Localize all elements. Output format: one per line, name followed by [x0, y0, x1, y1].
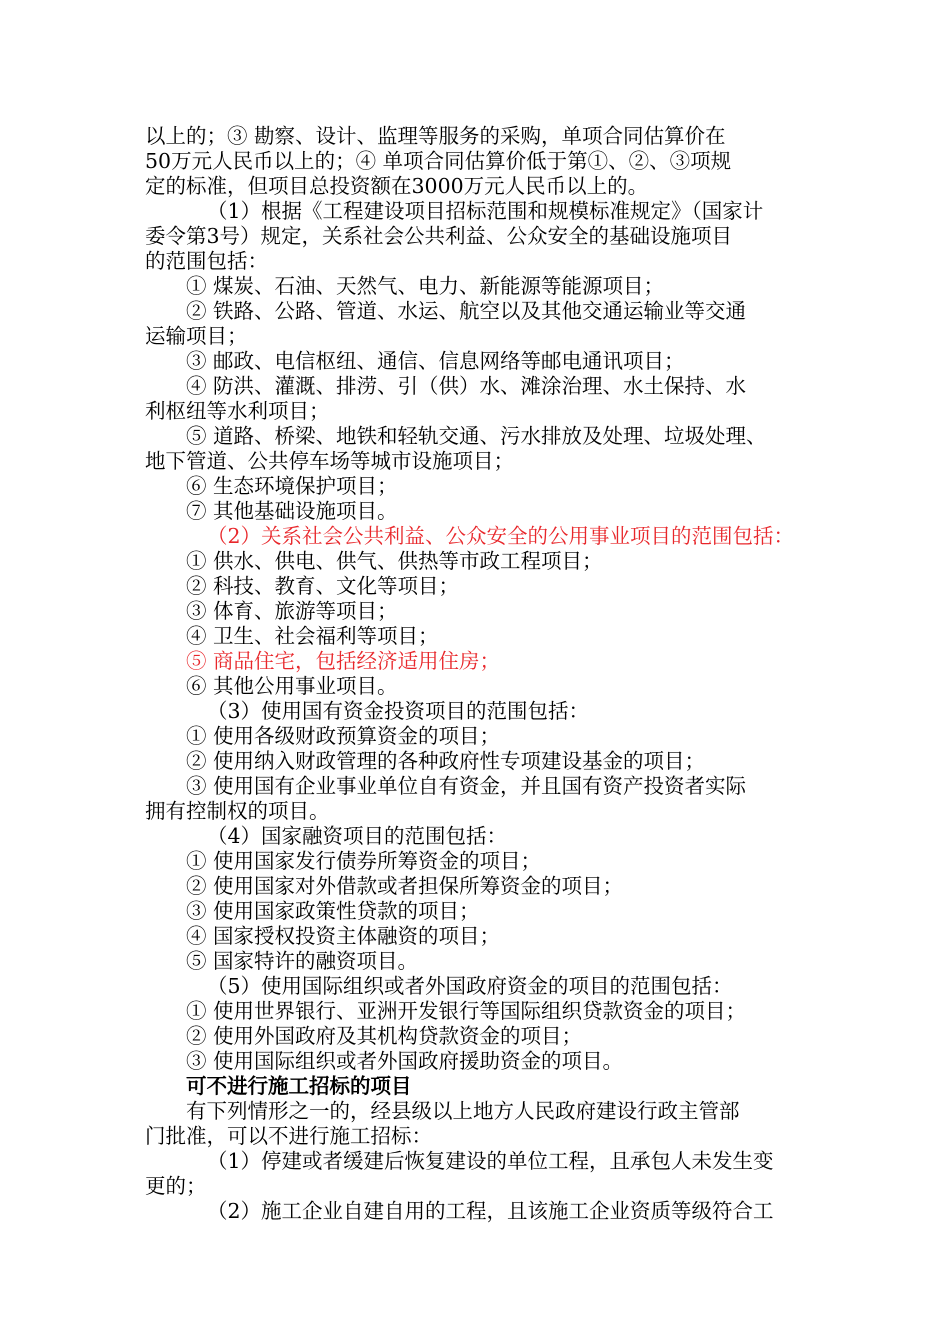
text-line: ② 科技、教育、文化等项目；: [186, 574, 460, 598]
text-line: ② 使用国家对外借款或者担保所筹资金的项目；: [186, 874, 624, 898]
text-line: ③ 使用国际组织或者外国政府援助资金的项目。: [186, 1049, 624, 1073]
text-line: （1）停建或者缓建后恢复建设的单位工程，且承包人未发生变: [207, 1149, 774, 1173]
text-line: ⑤ 道路、桥梁、地铁和轻轨交通、污水排放及处理、垃圾处理、: [186, 424, 767, 448]
text-line: （1）根据《工程建设项目招标范围和规模标准规定》（国家计: [207, 199, 764, 223]
text-line: ④ 卫生、社会福利等项目；: [186, 624, 439, 648]
text-line: ① 使用世界银行、亚洲开发银行等国际组织贷款资金的项目；: [186, 999, 747, 1023]
text-line: ⑤ 国家特许的融资项目。: [186, 949, 419, 973]
text-line: ① 煤炭、石油、天然气、电力、新能源等能源项目；: [186, 274, 665, 298]
text-line: ① 使用各级财政预算资金的项目；: [186, 724, 501, 748]
text-line: （4）国家融资项目的范围包括：: [207, 824, 508, 848]
text-line: ④ 国家授权投资主体融资的项目；: [186, 924, 501, 948]
text-line: 更的；: [145, 1174, 207, 1198]
section-heading: 可不进行施工招标的项目: [186, 1074, 412, 1098]
text-line: （3）使用国有资金投资项目的范围包括：: [207, 699, 590, 723]
text-line: 运输项目；: [145, 324, 248, 348]
document-page: [145, 124, 813, 1224]
text-line: 的范围包括：: [145, 249, 268, 273]
text-line: ⑤ 商品住宅，包括经济适用住房；: [186, 649, 501, 673]
text-line: ④ 防洪、灌溉、排涝、引（供）水、滩涂治理、水土保持、水: [186, 374, 747, 398]
text-line: 地下管道、公共停车场等城市设施项目；: [145, 449, 514, 473]
text-line: ③ 使用国有企业事业单位自有资金，并且国有资产投资者实际: [186, 774, 747, 798]
text-line: 门批准，可以不进行施工招标：: [145, 1124, 432, 1148]
text-line: 委令第3号）规定，关系社会公共利益、公众安全的基础设施项目: [145, 224, 733, 248]
text-line: ① 供水、供电、供气、供热等市政工程项目；: [186, 549, 603, 573]
text-line: （2）关系社会公共利益、公众安全的公用事业项目的范围包括：: [207, 524, 795, 548]
text-line: 有下列情形之一的，经县级以上地方人民政府建设行政主管部: [186, 1099, 740, 1123]
text-line: 50万元人民币以上的；④ 单项合同估算价低于第①、②、③项规: [145, 149, 732, 173]
text-line: ③ 体育、旅游等项目；: [186, 599, 398, 623]
text-line: ③ 使用国家政策性贷款的项目；: [186, 899, 480, 923]
text-line: （2）施工企业自建自用的工程，且该施工企业资质等级符合工: [207, 1199, 774, 1223]
text-line: ⑥ 其他公用事业项目。: [186, 674, 398, 698]
text-line: （5）使用国际组织或者外国政府资金的项目的范围包括：: [207, 974, 733, 998]
text-line: 以上的；③ 勘察、设计、监理等服务的采购，单项合同估算价在: [145, 124, 726, 148]
text-line: 定的标准，但项目总投资额在3000万元人民币以上的。: [145, 174, 649, 198]
text-line: ② 使用外国政府及其机构贷款资金的项目；: [186, 1024, 583, 1048]
text-line: 拥有控制权的项目。: [145, 799, 330, 823]
text-line: ③ 邮政、电信枢纽、通信、信息网络等邮电通讯项目；: [186, 349, 685, 373]
text-line: 利枢纽等水利项目；: [145, 399, 330, 423]
text-line: ① 使用国家发行债券所筹资金的项目；: [186, 849, 542, 873]
text-line: ② 使用纳入财政管理的各种政府性专项建设基金的项目；: [186, 749, 706, 773]
text-line: ② 铁路、公路、管道、水运、航空以及其他交通运输业等交通: [186, 299, 747, 323]
text-line: ⑥ 生态环境保护项目；: [186, 474, 398, 498]
text-line: ⑦ 其他基础设施项目。: [186, 499, 398, 523]
